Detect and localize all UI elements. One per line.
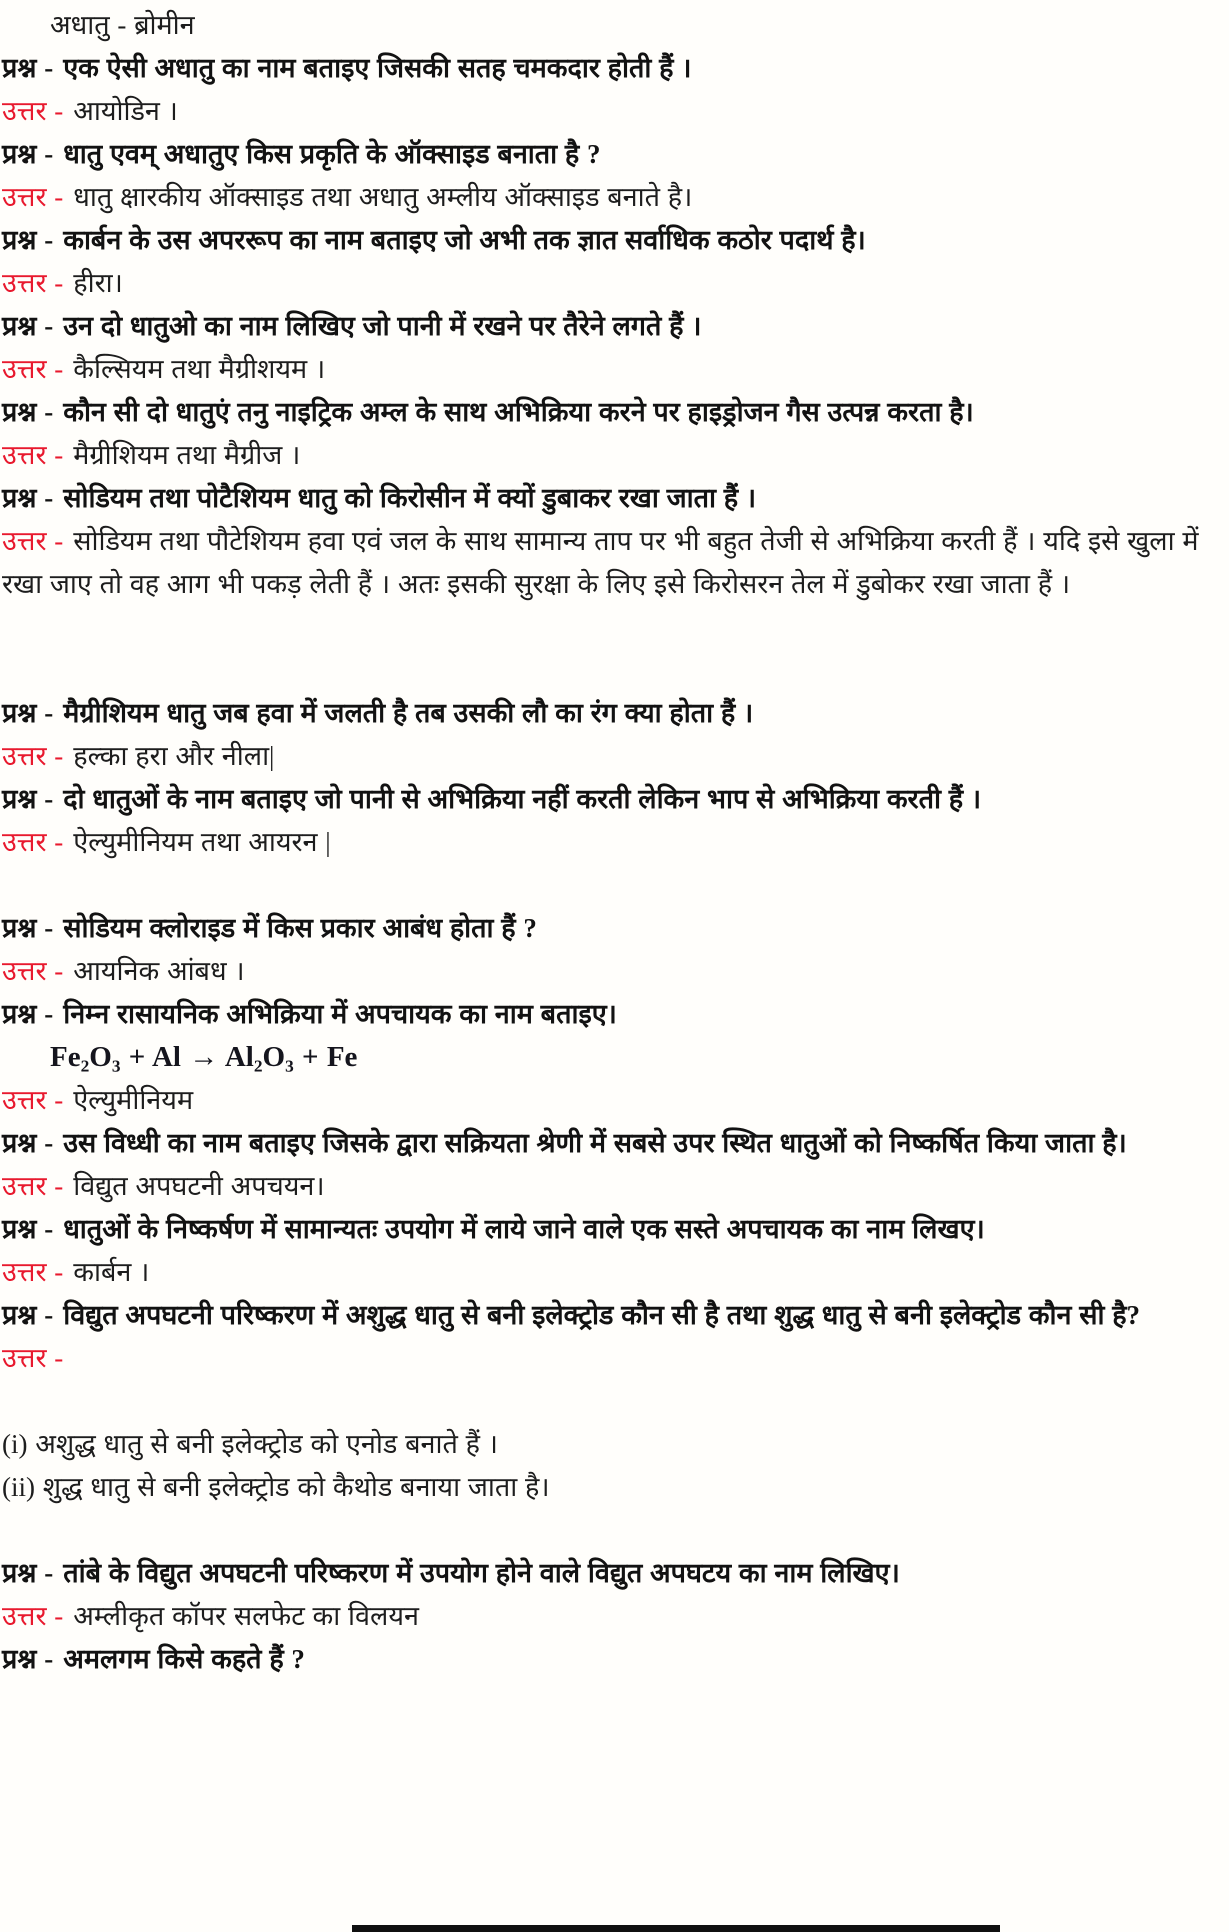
question-line (2, 1208, 1225, 1251)
question-line (2, 1294, 1225, 1337)
question-line (2, 778, 1225, 821)
line-text: आयोडिन । (73, 96, 178, 126)
question-line (2, 219, 1225, 262)
question-label: प्रश्न - (2, 1644, 54, 1674)
question-label: प्रश्न - (2, 483, 54, 513)
question-label: प्रश्न - (2, 913, 54, 943)
answer-line (2, 90, 1225, 133)
line-text: ऐल्युमीनियम तथा आयरन | (73, 827, 331, 857)
line-text: हीरा। (73, 268, 123, 298)
line-text: दो धातुओं के नाम बताइए जो पानी से अभिक्रिया नहीं करती लेकिन भाप से अभिक्रिया करती हैं । (63, 784, 982, 814)
answer-label: उत्तर - (2, 440, 64, 470)
answer-label: उत्तर - (2, 268, 64, 298)
line-text: कैल्सियम तथा मैग्रीशयम । (73, 354, 326, 384)
answer-label: उत्तर - (2, 956, 64, 986)
question-label: प्रश्न - (2, 397, 54, 427)
line-text: मैग्रीशियम धातु जब हवा में जलती है तब उसकी लौ का रंग क्या होता हैं । (63, 698, 754, 728)
line-text: विद्युत अपघटनी अपचयन। (73, 1171, 325, 1201)
question-label: प्रश्न - (2, 53, 54, 83)
line-text: आयनिक आंबध । (73, 956, 245, 986)
question-line (2, 391, 1225, 434)
line-text: उन दो धातुओ का नाम लिखिए जो पानी में रखने पर तैरेने लगते हैं । (63, 311, 702, 341)
note-line (2, 1423, 1225, 1466)
answer-label: उत्तर - (2, 182, 64, 212)
line-text: अम्लीकृत कॉपर सलफेट का विलयन (73, 1601, 419, 1631)
answer-line (2, 1251, 1225, 1294)
line-text: कार्बन । (73, 1257, 150, 1287)
answer-label: उत्तर - (2, 827, 64, 857)
question-label: प्रश्न - (2, 1558, 54, 1588)
line-text: मैग्रीशियम तथा मैग्रीज । (73, 440, 301, 470)
question-label: प्रश्न - (2, 1128, 54, 1158)
answer-label: उत्तर - (2, 1601, 64, 1631)
line-text: सोडियम तथा पौटेशियम हवा एवं जल के साथ सामान्य ताप पर भी बहुत तेजी से अभिक्रिया करती हैं । यदि इसे खुला में रखा जाए तो वह आग भी पकड़ लेती हैं । अतः इसकी सुरक्षा के लिए इसे किरोसरन तेल में डुबोकर रखा जाता हैं । (2, 526, 1199, 599)
question-line (2, 692, 1225, 735)
line-text: (i) अशुद्ध धातु से बनी इलेक्ट्रोड को एनोड बनाते हैं । (2, 1429, 498, 1459)
line-text: विद्युत अपघटनी परिष्करण में अशुद्ध धातु से बनी इलेक्ट्रोड कौन सी है तथा शुद्ध धातु से बनी इलेक्ट्रोड कौन सी है? (63, 1300, 1141, 1330)
answer-line (2, 1337, 1225, 1380)
line-text: एक ऐसी अधातु का नाम बताइए जिसकी सतह चमकदार होती हैं । (63, 53, 692, 83)
answer-label: उत्तर - (2, 96, 64, 126)
answer-line (2, 950, 1225, 993)
note-line (2, 1466, 1225, 1509)
line-text: धातुओं के निष्कर्षण में सामान्यतः उपयोग में लाये जाने वाले एक सस्ते अपचायक का नाम लिखए। (63, 1214, 985, 1244)
answer-label: उत्तर - (2, 1343, 64, 1373)
question-label: प्रश्न - (2, 999, 54, 1029)
equation-line (2, 1036, 1225, 1079)
answer-label: उत्तर - (2, 354, 64, 384)
line-text: धातु एवम् अधातुए किस प्रकृति के ऑक्साइड बनाता है ? (63, 139, 601, 169)
answer-line (2, 176, 1225, 219)
line-text: (ii) शुद्ध धातु से बनी इलेक्ट्रोड को कैथोड बनाया जाता है। (2, 1472, 550, 1502)
question-label: प्रश्न - (2, 225, 54, 255)
question-line (2, 1638, 1225, 1681)
answer-line (2, 348, 1225, 391)
line-text: सोडियम क्लोराइड में किस प्रकार आबंध होता हैं ? (63, 913, 537, 943)
question-label: प्रश्न - (2, 139, 54, 169)
line-text: तांबे के विद्युत अपघटनी परिष्करण में उपयोग होने वाले विद्युत अपघटय का नाम लिखिए। (63, 1558, 900, 1588)
text-line (2, 4, 1225, 47)
line-text: हल्का हरा और नीला| (73, 741, 275, 771)
question-label: प्रश्न - (2, 1300, 54, 1330)
question-label: प्रश्न - (2, 311, 54, 341)
question-line (2, 1122, 1225, 1165)
line-text: ऐल्युमीनियम (73, 1085, 194, 1115)
blank-line (2, 1509, 1225, 1552)
line-text: धातु क्षारकीय ऑक्साइड तथा अधातु अम्लीय ऑक्साइड बनाते है। (73, 182, 693, 212)
cutoff-next-line-artifact (352, 1925, 1000, 1932)
answer-label: उत्तर - (2, 741, 64, 771)
question-label: प्रश्न - (2, 698, 54, 728)
answer-line (2, 434, 1225, 477)
question-line (2, 133, 1225, 176)
blank-line (2, 649, 1225, 692)
answer-line (2, 520, 1225, 606)
answer-line (2, 262, 1225, 305)
question-line (2, 477, 1225, 520)
line-text: निम्न रासायनिक अभिक्रिया में अपचायक का नाम बताइए। (63, 999, 617, 1029)
answer-line (2, 735, 1225, 778)
answer-line (2, 1595, 1225, 1638)
answer-label: उत्तर - (2, 526, 64, 556)
answer-label: उत्तर - (2, 1257, 64, 1287)
line-text: सोडियम तथा पोटैशियम धातु को किरोसीन में क्यों डुबाकर रखा जाता हैं । (63, 483, 757, 513)
question-label: प्रश्न - (2, 1214, 54, 1244)
line-text: कार्बन के उस अपररूप का नाम बताइए जो अभी तक ज्ञात सर्वाधिक कठोर पदार्थ है। (63, 225, 866, 255)
question-line (2, 993, 1225, 1036)
answer-line (2, 1079, 1225, 1122)
line-text: कौन सी दो धातुएं तनु नाइट्रिक अम्ल के साथ अभिक्रिया करने पर हाइड्रोजन गैस उत्पन्न करता है। (63, 397, 974, 427)
question-line (2, 47, 1225, 90)
line-text: उस विध्धी का नाम बताइए जिसके द्वारा सक्रियता श्रेणी में सबसे उपर स्थित धातुओं को निष्कर्षित किया जाता है। (63, 1128, 1127, 1158)
blank-line (2, 864, 1225, 907)
answer-label: उत्तर - (2, 1085, 64, 1115)
question-line (2, 1552, 1225, 1595)
blank-line (2, 606, 1225, 649)
question-line (2, 907, 1225, 950)
blank-line (2, 1380, 1225, 1423)
line-text: अधातु - ब्रोमीन (50, 10, 195, 40)
line-text: अमलगम किसे कहते हैं ? (63, 1644, 305, 1674)
answer-line (2, 1165, 1225, 1208)
answer-line (2, 821, 1225, 864)
answer-label: उत्तर - (2, 1171, 64, 1201)
question-line (2, 305, 1225, 348)
question-label: प्रश्न - (2, 784, 54, 814)
line-text: Fe₂O₃ + Al → Al₂O₃ + Fe (50, 1041, 358, 1073)
